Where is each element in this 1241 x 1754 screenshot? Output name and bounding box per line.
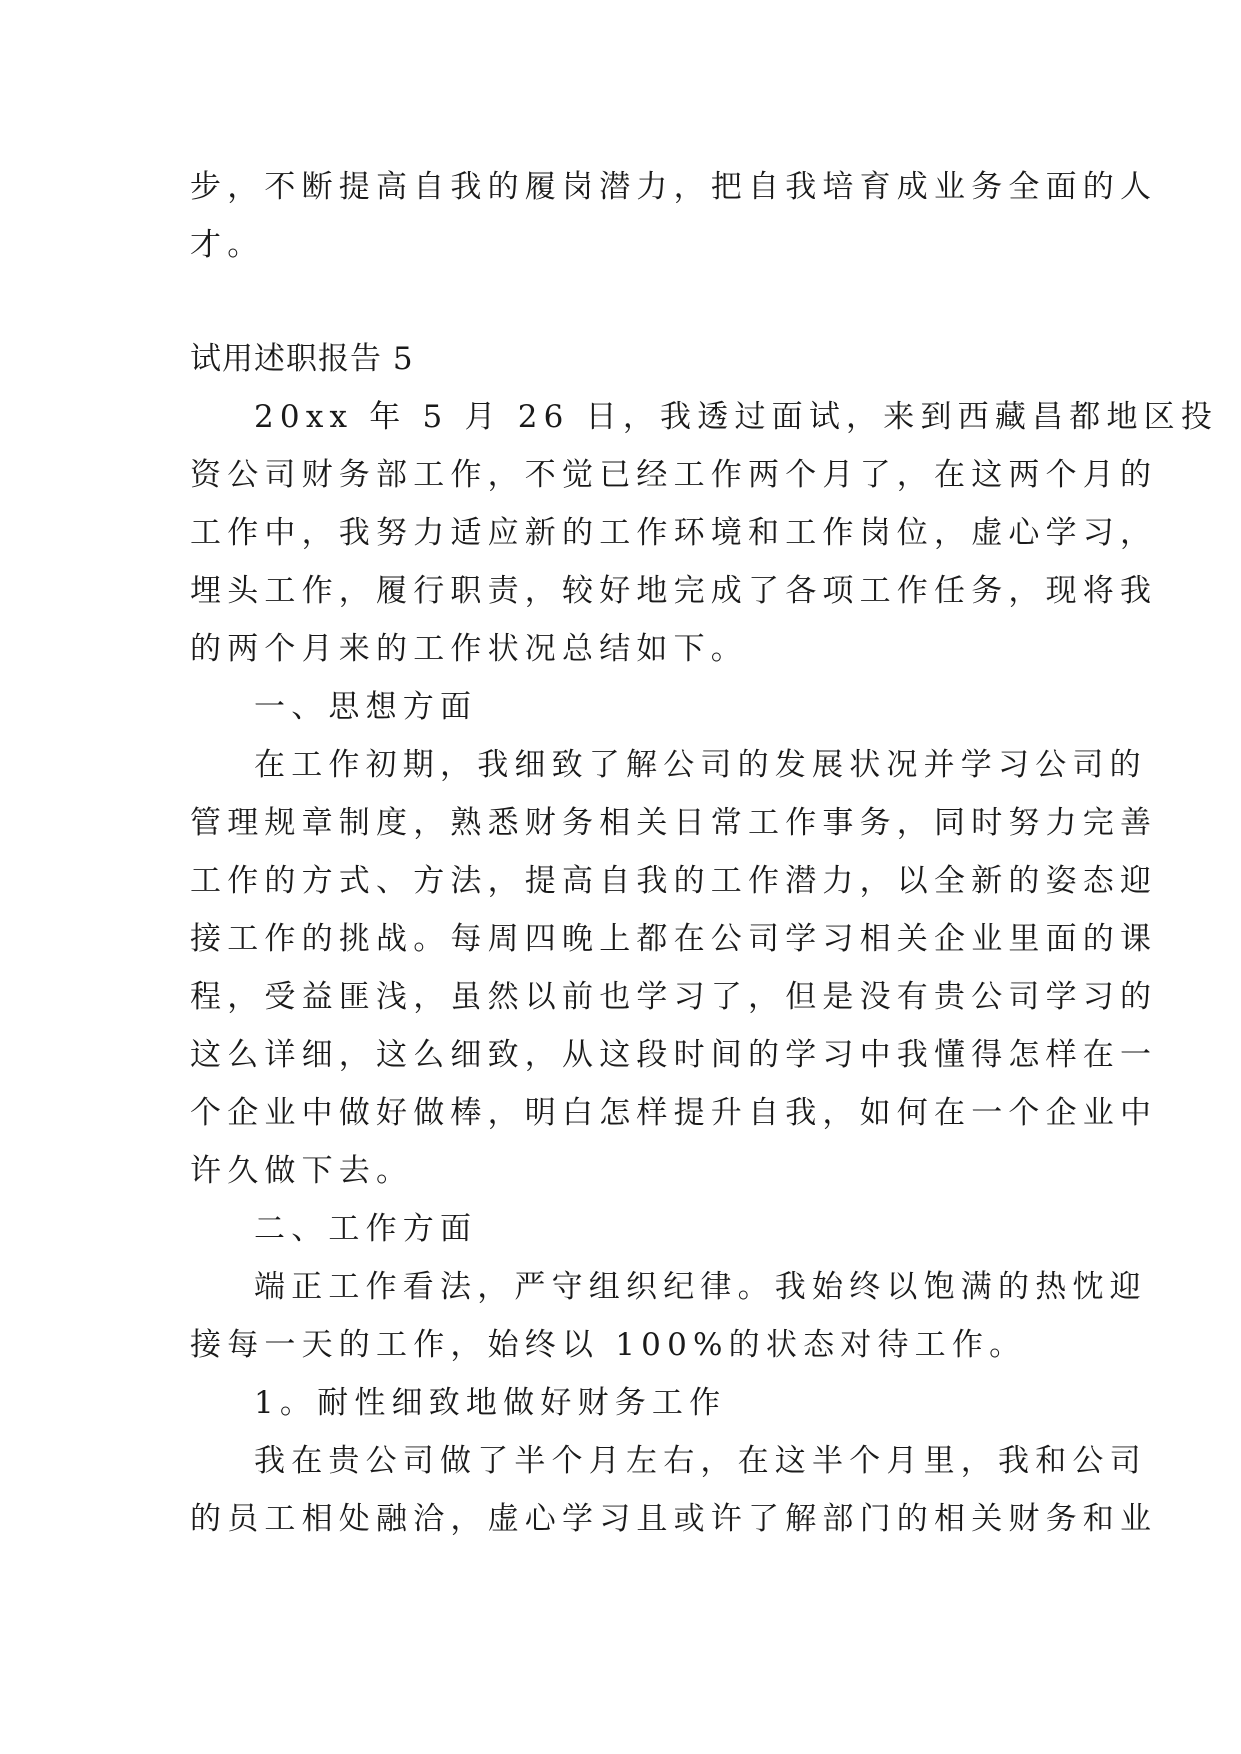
heading-work: 二、工作方面 xyxy=(254,1211,478,1247)
paragraph-line: 管理规章制度，熟悉财务相关日常工作事务，同时努力完善 xyxy=(190,805,1158,841)
subheading-finance: 1。耐性细致地做好财务工作 xyxy=(254,1385,727,1421)
paragraph-line: 这么详细，这么细致，从这段时间的学习中我懂得怎样在一 xyxy=(190,1037,1158,1073)
continuation-line: 步，不断提高自我的履岗潜力，把自我培育成业务全面的人 xyxy=(190,169,1158,205)
continuation-line: 才。 xyxy=(190,227,265,263)
paragraph-line: 埋头工作，履行职责，较好地完成了各项工作任务，现将我 xyxy=(190,573,1158,609)
section-title: 试用述职报告 5 xyxy=(190,341,414,377)
paragraph-line: 接工作的挑战。每周四晚上都在公司学习相关企业里面的课 xyxy=(190,921,1158,957)
paragraph-line: 接每一天的工作，始终以 100%的状态对待工作。 xyxy=(190,1327,1027,1363)
paragraph-line: 端正工作看法，严守组织纪律。我始终以饱满的热忱迎 xyxy=(254,1269,1147,1305)
paragraph-line: 个企业中做好做棒，明白怎样提升自我，如何在一个企业中 xyxy=(190,1095,1158,1131)
paragraph-line: 的两个月来的工作状况总结如下。 xyxy=(190,631,748,667)
paragraph-line: 在工作初期，我细致了解公司的发展状况并学习公司的 xyxy=(254,747,1147,783)
paragraph-line: 20xx 年 5 月 26 日，我透过面试，来到西藏昌都地区投 xyxy=(254,399,1219,435)
paragraph-line: 我在贵公司做了半个月左右，在这半个月里，我和公司 xyxy=(254,1443,1147,1479)
paragraph-line: 工作的方式、方法，提高自我的工作潜力，以全新的姿态迎 xyxy=(190,863,1158,899)
paragraph-line: 许久做下去。 xyxy=(190,1153,414,1189)
paragraph-line: 资公司财务部工作，不觉已经工作两个月了，在这两个月的 xyxy=(190,457,1158,493)
paragraph-line: 工作中，我努力适应新的工作环境和工作岗位，虚心学习， xyxy=(190,515,1158,551)
paragraph-line: 程，受益匪浅，虽然以前也学习了，但是没有贵公司学习的 xyxy=(190,979,1158,1015)
document-body xyxy=(190,158,1219,1548)
section-spacer xyxy=(190,274,1050,330)
paragraph-line: 的员工相处融洽，虚心学习且或许了解部门的相关财务和业 xyxy=(190,1501,1158,1537)
heading-thought: 一、思想方面 xyxy=(254,689,478,725)
